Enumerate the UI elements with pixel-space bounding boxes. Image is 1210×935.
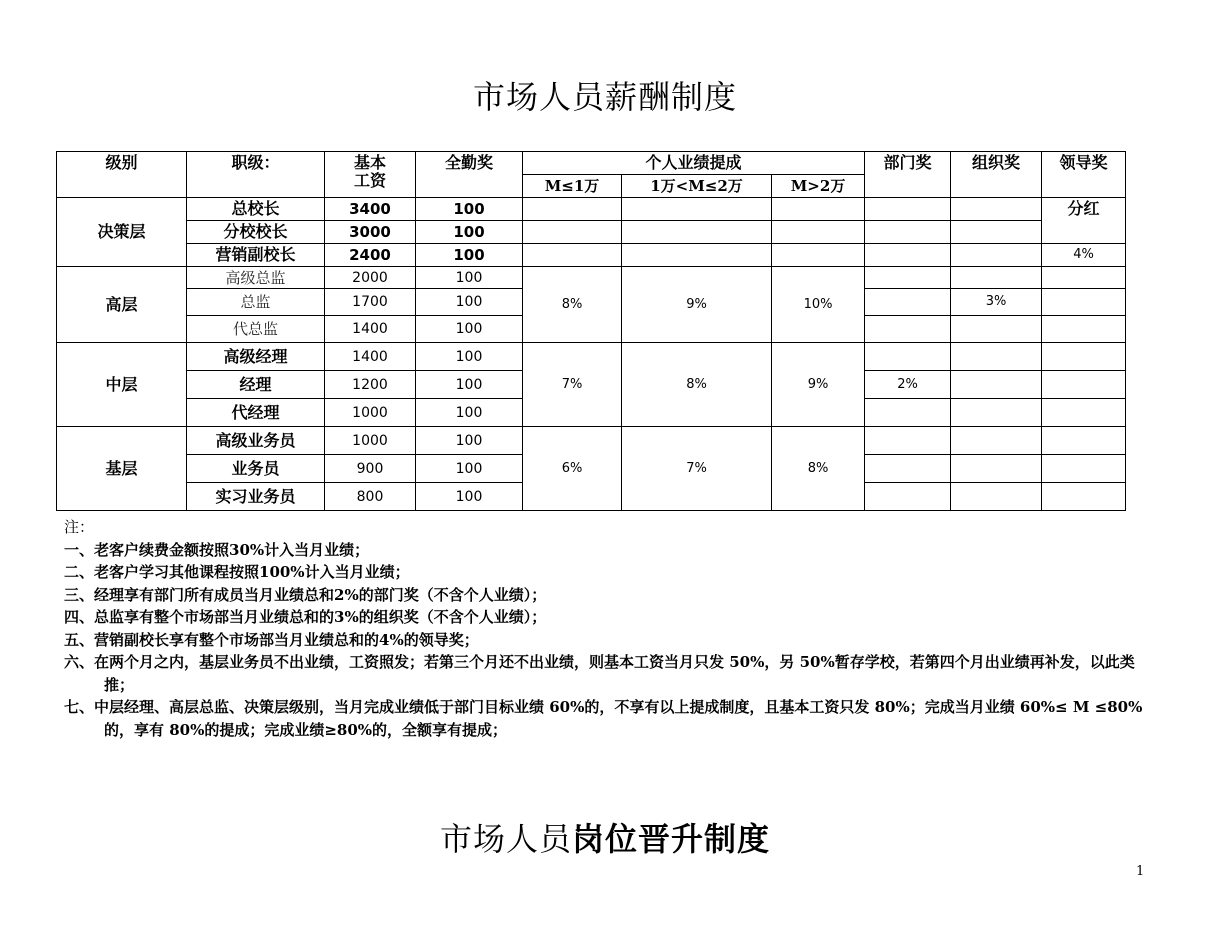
rank-cell: 总校长 <box>187 198 325 221</box>
base-salary-cell: 1000 <box>325 399 416 427</box>
notes-label: 注： <box>64 518 95 536</box>
dept-bonus-cell: 2% <box>865 371 951 399</box>
rank-cell: 实习业务员 <box>187 483 325 511</box>
base-salary-cell: 2400 <box>325 244 416 267</box>
base-salary-cell: 1000 <box>325 427 416 455</box>
tier-1-cell: 7% <box>523 343 622 427</box>
header-tier-3: M>2万 <box>772 175 865 198</box>
org-bonus-cell: 3% <box>951 289 1042 316</box>
tier-3-cell: 8% <box>772 427 865 511</box>
attendance-cell: 100 <box>416 371 523 399</box>
tier-3-cell: 10% <box>772 267 865 343</box>
note-item: 二、老客户学习其他课程按照100%计入当月业绩； <box>64 563 410 581</box>
header-tier-2: 1万<M≤2万 <box>622 175 772 198</box>
level-cell: 高层 <box>57 267 187 343</box>
rank-cell: 营销副校长 <box>187 244 325 267</box>
table-row <box>57 221 1126 244</box>
base-salary-cell: 1400 <box>325 316 416 343</box>
rank-cell: 业务员 <box>187 455 325 483</box>
attendance-cell: 100 <box>416 289 523 316</box>
notes-section <box>64 516 1148 741</box>
header-org-bonus: 组织奖 <box>951 152 1042 198</box>
attendance-cell: 100 <box>416 267 523 289</box>
attendance-cell: 100 <box>416 455 523 483</box>
header-attendance: 全勤奖 <box>416 152 523 198</box>
base-salary-cell: 3000 <box>325 221 416 244</box>
section-title-bold: 岗位晋升制度 <box>572 820 771 858</box>
tier-3-cell: 9% <box>772 343 865 427</box>
note-item: 七、中层经理、高层总监、决策层级别，当月完成业绩低于部门目标业绩 60%的，不享有以上提成制度，且基本工资只发 80%；完成当月业绩 60%≤ M ≤80%的，享有 80%的提成；完成业绩≥80%的，全额享有提成； <box>64 698 1143 739</box>
base-salary-cell: 3400 <box>325 198 416 221</box>
level-cell: 基层 <box>57 427 187 511</box>
rank-cell: 分校校长 <box>187 221 325 244</box>
attendance-cell: 100 <box>416 316 523 343</box>
level-cell: 中层 <box>57 343 187 427</box>
salary-table <box>56 151 1126 511</box>
note-item: 五、营销副校长享有整个市场部当月业绩总和的4%的领导奖； <box>64 630 479 649</box>
tier-1-cell: 8% <box>523 267 622 343</box>
tier-2-cell: 8% <box>622 343 772 427</box>
note-item: 四、总监享有整个市场部当月业绩总和的3%的组织奖（不含个人业绩）； <box>64 608 547 626</box>
attendance-cell: 100 <box>416 399 523 427</box>
table-row <box>57 427 1126 455</box>
note-item: 一、老客户续费金额按照30%计入当月业绩； <box>64 540 370 559</box>
tier-2-cell: 9% <box>622 267 772 343</box>
rank-cell: 高级经理 <box>187 343 325 371</box>
rank-cell: 代经理 <box>187 399 325 427</box>
header-dept-bonus: 部门奖 <box>865 152 951 198</box>
rank-cell: 经理 <box>187 371 325 399</box>
header-level: 级别 <box>57 152 187 198</box>
header-tier-1: M≤1万 <box>523 175 622 198</box>
table-row <box>57 244 1126 267</box>
lead-bonus-cell: 分红 <box>1042 198 1126 244</box>
rank-cell: 高级业务员 <box>187 427 325 455</box>
attendance-cell: 100 <box>416 483 523 511</box>
lead-bonus-cell: 4% <box>1042 244 1126 267</box>
attendance-cell: 100 <box>416 244 523 267</box>
note-item: 三、经理享有部门所有成员当月业绩总和2%的部门奖（不含个人业绩）； <box>64 585 547 604</box>
table-row <box>57 343 1126 371</box>
header-rank: 职级： <box>187 152 325 198</box>
section-title <box>0 814 1210 860</box>
rank-cell: 高级总监 <box>187 267 325 289</box>
base-salary-cell: 800 <box>325 483 416 511</box>
page-number: 1 <box>1136 864 1145 879</box>
level-cell: 决策层 <box>57 198 187 267</box>
table-row <box>57 267 1126 289</box>
header-lead-bonus: 领导奖 <box>1042 152 1126 198</box>
tier-1-cell: 6% <box>523 427 622 511</box>
attendance-cell: 100 <box>416 221 523 244</box>
attendance-cell: 100 <box>416 198 523 221</box>
base-salary-cell: 1700 <box>325 289 416 316</box>
rank-cell: 代总监 <box>187 316 325 343</box>
base-salary-cell: 1400 <box>325 343 416 371</box>
rank-cell: 总监 <box>187 289 325 316</box>
attendance-cell: 100 <box>416 427 523 455</box>
base-salary-cell: 900 <box>325 455 416 483</box>
section-title-regular: 市场人员 <box>439 820 572 858</box>
header-commission: 个人业绩提成 <box>523 152 865 175</box>
note-item: 六、在两个月之内，基层业务员不出业绩，工资照发；若第三个月还不出业绩，则基本工资当月只发 50%，另 50%暂存学校，若第四个月出业绩再补发，以此类推； <box>64 653 1135 694</box>
table-row <box>57 198 1126 221</box>
page-title: 市场人员薪酬制度 <box>472 78 737 116</box>
header-base-salary: 基本 工资 <box>325 152 416 198</box>
base-salary-cell: 1200 <box>325 371 416 399</box>
base-salary-cell: 2000 <box>325 267 416 289</box>
attendance-cell: 100 <box>416 343 523 371</box>
tier-2-cell: 7% <box>622 427 772 511</box>
